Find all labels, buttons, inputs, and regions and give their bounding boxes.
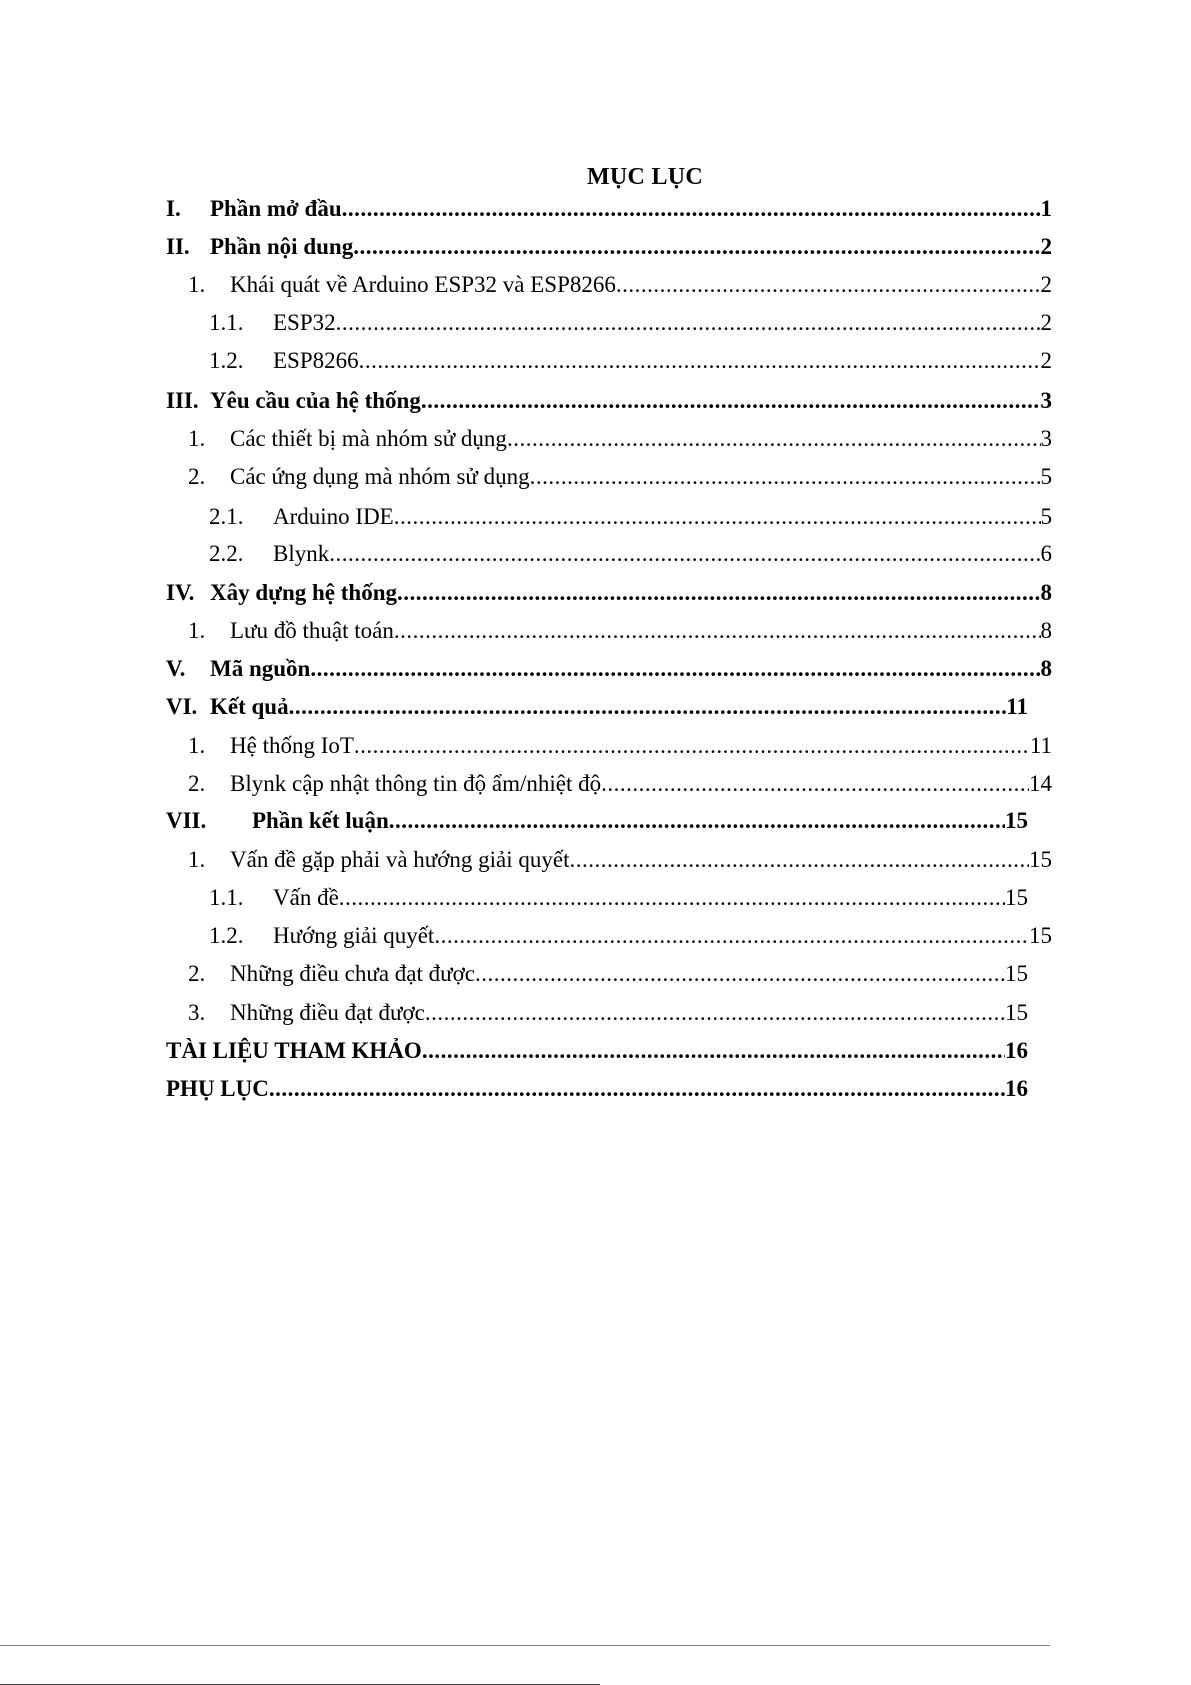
toc-entry[interactable] (166, 806, 1028, 836)
toc-dot-leader (339, 883, 1005, 913)
toc-entry-page-number: 5 (1040, 464, 1052, 489)
toc-entry-page-number: 14 (1029, 771, 1052, 796)
toc-entry-number: 1.2. (209, 923, 244, 948)
toc-entry[interactable] (188, 845, 1052, 875)
toc-entry-label: Những điều đạt được (230, 1000, 425, 1025)
toc-dot-leader (475, 959, 1005, 989)
toc-dot-leader (397, 578, 1041, 608)
toc-entry-label: Các ứng dụng mà nhóm sử dụng (230, 464, 530, 489)
toc-entry-number: II. (166, 234, 190, 259)
toc-entry-label: Phần kết luận (252, 808, 389, 833)
toc-entry-label: Kết quả (210, 694, 289, 719)
toc-title: MỤC LỤC (586, 164, 704, 190)
toc-dot-leader (289, 692, 1007, 722)
toc-entry-label: Mã nguồn (210, 656, 311, 681)
toc-entry-number: 1. (188, 618, 206, 643)
toc-entry-page-number: 15 (1005, 1000, 1028, 1025)
toc-entry-page-number: 1 (1040, 196, 1052, 221)
toc-entry[interactable] (188, 731, 1052, 761)
toc-entry-label: Những điều chưa đạt được (230, 961, 475, 986)
toc-entry-page-number: 15 (1005, 961, 1028, 986)
toc-entry-label: Lưu đồ thuật toán (230, 618, 394, 643)
toc-entry-label: Hệ thống IoT (230, 733, 354, 758)
toc-entry-number: 3. (188, 1000, 206, 1025)
toc-entry-label: ESP32 (273, 310, 336, 335)
toc-entry-number: VI. (166, 694, 198, 719)
toc-entry-label: PHỤ LỤC (166, 1076, 269, 1101)
footer-divider (0, 1645, 1050, 1646)
toc-dot-leader (336, 308, 1041, 338)
toc-entry[interactable] (166, 654, 1052, 684)
toc-entry-label: Phần mở đầu (210, 196, 342, 221)
toc-entry-page-number: 5 (1040, 504, 1052, 529)
toc-entry-page-number: 2 (1040, 348, 1052, 373)
toc-entry-label: Xây dựng hệ thống (210, 580, 397, 605)
toc-entry-page-number: 11 (1006, 694, 1028, 719)
toc-dot-leader (570, 845, 1029, 875)
toc-entry-number: 2. (188, 961, 206, 986)
toc-entry[interactable] (166, 1074, 1028, 1104)
toc-entry[interactable] (209, 346, 1052, 376)
toc-entry-label: ESP8266 (273, 348, 359, 373)
toc-entry-label: Yêu cầu của hệ thống (210, 388, 421, 413)
toc-entry-label: Phần nội dung (210, 234, 354, 259)
toc-entry-label: Arduino IDE (273, 504, 394, 529)
toc-entry-number: I. (166, 196, 181, 221)
toc-dot-leader (616, 270, 1041, 300)
toc-entry-page-number: 11 (1029, 733, 1052, 758)
toc-entry-number: 1. (188, 847, 206, 872)
toc-entry-page-number: 2 (1040, 272, 1052, 297)
toc-dot-leader (353, 232, 1040, 262)
toc-dot-leader (269, 1074, 1005, 1104)
toc-entry[interactable] (209, 539, 1052, 569)
toc-dot-leader (354, 731, 1030, 761)
toc-dot-leader (422, 1036, 1005, 1066)
toc-dot-leader (507, 424, 1041, 454)
toc-entry-number: 1.1. (209, 885, 244, 910)
toc-entry-page-number: 8 (1040, 656, 1052, 681)
toc-entry-page-number: 15 (1005, 885, 1028, 910)
toc-dot-leader (394, 616, 1041, 646)
toc-dot-leader (342, 194, 1041, 224)
toc-entry-number: 2.2. (209, 541, 244, 566)
toc-entry[interactable] (209, 883, 1028, 913)
toc-entry-number: 1. (188, 426, 206, 451)
toc-entry[interactable] (166, 194, 1052, 224)
toc-entry-page-number: 16 (1005, 1076, 1028, 1101)
toc-entry[interactable] (166, 386, 1052, 416)
toc-entry[interactable] (166, 232, 1052, 262)
toc-entry-page-number: 15 (1005, 808, 1028, 833)
toc-dot-leader (421, 386, 1041, 416)
toc-entry[interactable] (209, 502, 1052, 532)
toc-entry-page-number: 16 (1005, 1038, 1028, 1063)
toc-entry-number: V. (166, 656, 186, 681)
toc-entry[interactable] (209, 921, 1052, 951)
toc-entry-number: 2.1. (209, 504, 244, 529)
toc-entry-number: III. (166, 388, 199, 413)
toc-entry-page-number: 2 (1040, 234, 1052, 259)
toc-dot-leader (434, 921, 1029, 951)
toc-entry[interactable] (188, 616, 1052, 646)
toc-dot-leader (601, 769, 1029, 799)
toc-entry-number: IV. (166, 580, 195, 605)
toc-dot-leader (310, 654, 1040, 684)
toc-entry[interactable] (209, 308, 1052, 338)
toc-dot-leader (359, 346, 1041, 376)
toc-entry-page-number: 3 (1040, 388, 1052, 413)
toc-entry-page-number: 3 (1040, 426, 1052, 451)
toc-entry-page-number: 2 (1040, 310, 1052, 335)
toc-entry[interactable] (188, 462, 1052, 492)
toc-entry[interactable] (166, 692, 1028, 722)
toc-entry[interactable] (188, 769, 1052, 799)
toc-entry-number: 1.2. (209, 348, 244, 373)
toc-entry[interactable] (188, 270, 1052, 300)
toc-entry[interactable] (188, 998, 1028, 1028)
toc-dot-leader (329, 539, 1040, 569)
toc-entry-label: Vấn đề gặp phải và hướng giải quyết (230, 847, 570, 872)
toc-dot-leader (530, 462, 1041, 492)
toc-entry-number: 2. (188, 771, 206, 796)
toc-entry-number: 1.1. (209, 310, 244, 335)
toc-entry-label: Blynk cập nhật thông tin độ ẩm/nhiệt độ (230, 771, 602, 796)
toc-dot-leader (389, 806, 1005, 836)
toc-entry-number: 1. (188, 733, 206, 758)
toc-entry-page-number: 8 (1040, 580, 1052, 605)
toc-entry-label: Vấn đề (273, 885, 339, 910)
toc-entry-number: 1. (188, 272, 206, 297)
toc-entry-page-number: 8 (1040, 618, 1052, 643)
toc-entry[interactable] (166, 1036, 1028, 1066)
toc-entry-label: Blynk (273, 541, 330, 566)
toc-entry-page-number: 15 (1029, 923, 1052, 948)
toc-entry[interactable] (166, 578, 1052, 608)
toc-entry-label: TÀI LIỆU THAM KHẢO (166, 1038, 422, 1063)
toc-entry[interactable] (188, 959, 1028, 989)
toc-entry-page-number: 6 (1040, 541, 1052, 566)
toc-dot-leader (394, 502, 1041, 532)
toc-entry-number: VII. (166, 808, 207, 833)
toc-entry-label: Hướng giải quyết (273, 923, 435, 948)
toc-entry[interactable] (188, 424, 1052, 454)
toc-entry-number: 2. (188, 464, 206, 489)
toc-entry-page-number: 15 (1029, 847, 1052, 872)
toc-entry-label: Các thiết bị mà nhóm sử dụng (230, 426, 507, 451)
toc-entry-label: Khái quát về Arduino ESP32 và ESP8266 (230, 272, 616, 297)
toc-dot-leader (425, 998, 1005, 1028)
